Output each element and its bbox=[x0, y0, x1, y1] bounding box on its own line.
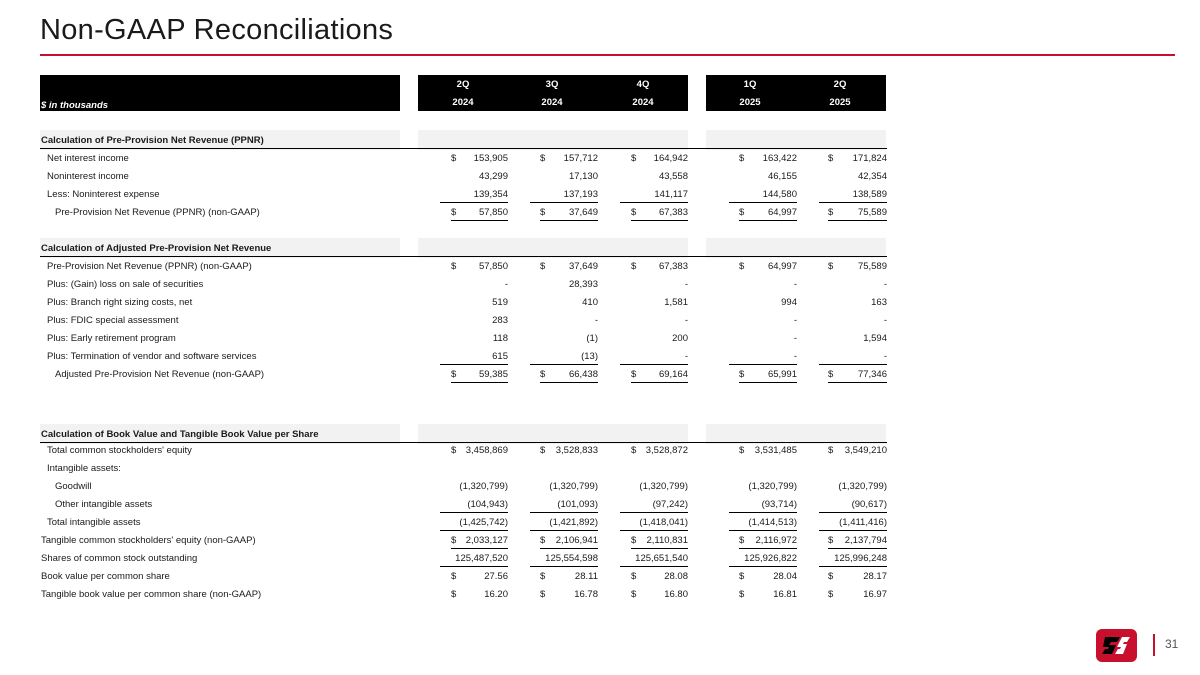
value-cell bbox=[729, 499, 797, 513]
table-row bbox=[40, 569, 890, 587]
value-number: 3,528,833 bbox=[555, 445, 598, 456]
value-number: 519 bbox=[492, 297, 508, 308]
row-label: Less: Noninterest expense bbox=[47, 189, 160, 200]
value-cell bbox=[729, 333, 797, 346]
value-cell bbox=[828, 207, 887, 221]
value-number: 37,649 bbox=[568, 207, 598, 218]
value-cell bbox=[819, 499, 887, 513]
value-cell bbox=[631, 445, 688, 458]
currency-symbol: $ bbox=[540, 589, 546, 600]
value-number: (1) bbox=[586, 333, 598, 344]
currency-symbol: $ bbox=[739, 261, 745, 272]
row-label: Tangible common stockholders' equity (non-GAAP) bbox=[41, 535, 256, 546]
value-cell bbox=[819, 481, 887, 494]
value-cell bbox=[620, 297, 688, 310]
table-row bbox=[40, 151, 890, 169]
value-number: (1,320,799) bbox=[639, 481, 688, 492]
value-cell bbox=[819, 351, 887, 365]
currency-symbol: $ bbox=[540, 207, 546, 218]
value-cell bbox=[819, 171, 887, 184]
col-year: 2025 bbox=[739, 97, 761, 108]
currency-symbol: $ bbox=[451, 589, 457, 600]
value-cell bbox=[440, 351, 508, 365]
value-number: 125,554,598 bbox=[545, 553, 598, 564]
value-cell bbox=[530, 315, 598, 328]
currency-symbol: $ bbox=[540, 261, 546, 272]
value-number: 144,580 bbox=[762, 189, 797, 200]
value-cell bbox=[729, 517, 797, 531]
value-cell bbox=[530, 481, 598, 494]
value-number: 37,649 bbox=[568, 261, 598, 272]
currency-symbol: $ bbox=[739, 571, 745, 582]
value-cell bbox=[631, 535, 688, 549]
value-cell bbox=[828, 535, 887, 549]
table-row bbox=[40, 205, 890, 223]
currency-symbol: $ bbox=[828, 153, 834, 164]
value-number: 67,383 bbox=[658, 261, 688, 272]
value-cell bbox=[739, 153, 797, 166]
value-number: - bbox=[594, 315, 598, 326]
currency-symbol: $ bbox=[631, 589, 637, 600]
value-number: 2,106,941 bbox=[555, 535, 598, 546]
value-number: 2,110,831 bbox=[646, 535, 688, 546]
value-number: 59,385 bbox=[478, 369, 508, 380]
table-row bbox=[40, 515, 890, 533]
value-number: 2,137,794 bbox=[844, 535, 887, 546]
currency-symbol: $ bbox=[828, 261, 834, 272]
currency-symbol: $ bbox=[739, 535, 745, 546]
value-cell bbox=[440, 297, 508, 310]
value-number: 137,193 bbox=[563, 189, 598, 200]
value-number: (1,320,799) bbox=[549, 481, 598, 492]
value-number: 200 bbox=[672, 333, 688, 344]
value-number: (101,093) bbox=[557, 499, 598, 510]
value-cell bbox=[729, 351, 797, 365]
currency-symbol: $ bbox=[540, 153, 546, 164]
currency-symbol: $ bbox=[739, 153, 745, 164]
value-cell bbox=[620, 517, 688, 531]
currency-symbol: $ bbox=[540, 369, 546, 380]
value-cell bbox=[440, 171, 508, 184]
table-row bbox=[40, 551, 890, 569]
value-cell bbox=[451, 153, 508, 166]
table-row bbox=[40, 331, 890, 349]
currency-symbol: $ bbox=[631, 261, 637, 272]
value-number: 163,422 bbox=[762, 153, 797, 164]
section-rule bbox=[40, 256, 887, 257]
currency-symbol: $ bbox=[540, 571, 546, 582]
value-number: 43,299 bbox=[478, 171, 508, 182]
value-number: 75,589 bbox=[857, 207, 887, 218]
row-label: Pre-Provision Net Revenue (PPNR) (non-GAAP) bbox=[55, 207, 260, 218]
value-number: 64,997 bbox=[767, 207, 797, 218]
table-row bbox=[40, 367, 890, 385]
value-cell bbox=[631, 571, 688, 584]
value-number: (93,714) bbox=[761, 499, 797, 510]
value-number: 615 bbox=[492, 351, 508, 362]
value-number: (1,421,892) bbox=[549, 517, 598, 528]
value-cell bbox=[620, 553, 688, 567]
value-cell bbox=[440, 333, 508, 346]
value-cell bbox=[530, 279, 598, 292]
currency-symbol: $ bbox=[451, 153, 457, 164]
value-number: 3,531,485 bbox=[754, 445, 797, 456]
value-number: 16.80 bbox=[664, 589, 688, 600]
value-cell bbox=[440, 315, 508, 328]
value-cell bbox=[828, 261, 887, 274]
table-row bbox=[40, 313, 890, 331]
currency-symbol: $ bbox=[828, 589, 834, 600]
row-label: Pre-Provision Net Revenue (PPNR) (non-GAAP) bbox=[47, 261, 252, 272]
value-number: (1,320,799) bbox=[459, 481, 508, 492]
value-cell bbox=[729, 297, 797, 310]
value-number: 153,905 bbox=[473, 153, 508, 164]
currency-symbol: $ bbox=[631, 445, 637, 456]
value-number: 1,594 bbox=[863, 333, 887, 344]
currency-symbol: $ bbox=[451, 207, 457, 218]
value-cell bbox=[540, 369, 598, 383]
value-cell bbox=[530, 171, 598, 184]
currency-symbol: $ bbox=[631, 535, 637, 546]
value-number: 138,589 bbox=[852, 189, 887, 200]
value-cell bbox=[451, 207, 508, 221]
value-number: - bbox=[684, 315, 688, 326]
currency-symbol: $ bbox=[739, 207, 745, 218]
row-label: Adjusted Pre-Provision Net Revenue (non-GAAP) bbox=[55, 369, 265, 380]
value-number: 42,354 bbox=[857, 171, 887, 182]
value-number: 3,549,210 bbox=[844, 445, 887, 456]
value-cell bbox=[440, 279, 508, 292]
currency-symbol: $ bbox=[828, 207, 834, 218]
value-number: (1,320,799) bbox=[838, 481, 887, 492]
value-cell bbox=[739, 445, 797, 458]
title-rule bbox=[40, 54, 1175, 56]
currency-symbol: $ bbox=[540, 445, 546, 456]
value-number: 75,589 bbox=[857, 261, 887, 272]
value-number: 3,528,872 bbox=[645, 445, 688, 456]
table-row bbox=[40, 277, 890, 295]
value-number: 28.17 bbox=[863, 571, 887, 582]
value-cell bbox=[620, 481, 688, 494]
table-row bbox=[40, 461, 890, 479]
currency-symbol: $ bbox=[631, 153, 637, 164]
value-number: 16.81 bbox=[773, 589, 797, 600]
value-number: (1,411,416) bbox=[839, 517, 887, 528]
value-cell bbox=[530, 297, 598, 310]
row-label: Book value per common share bbox=[41, 571, 170, 582]
value-number: 28.08 bbox=[664, 571, 688, 582]
value-number: 3,458,869 bbox=[465, 445, 508, 456]
value-cell bbox=[729, 279, 797, 292]
table-row bbox=[40, 443, 890, 461]
value-number: 171,824 bbox=[852, 153, 887, 164]
value-number: - bbox=[504, 279, 508, 290]
value-cell bbox=[828, 153, 887, 166]
value-number: 283 bbox=[492, 315, 508, 326]
table-row bbox=[40, 479, 890, 497]
value-cell bbox=[540, 153, 598, 166]
value-number: 410 bbox=[582, 297, 598, 308]
value-number: - bbox=[883, 351, 887, 362]
section-title-label: Calculation of Book Value and Tangible Book Value per Share bbox=[41, 429, 319, 440]
value-number: 2,116,972 bbox=[755, 535, 797, 546]
row-label: Total common stockholders' equity bbox=[47, 445, 192, 456]
table-row bbox=[40, 169, 890, 187]
value-cell bbox=[530, 517, 598, 531]
value-number: (1,414,513) bbox=[748, 517, 797, 528]
currency-symbol: $ bbox=[828, 445, 834, 456]
value-cell bbox=[451, 535, 508, 549]
value-number: 28.04 bbox=[773, 571, 797, 582]
footer-divider bbox=[1153, 634, 1155, 656]
value-number: 67,383 bbox=[658, 207, 688, 218]
value-cell bbox=[620, 315, 688, 328]
value-number: (1,320,799) bbox=[748, 481, 797, 492]
currency-symbol: $ bbox=[540, 535, 546, 546]
value-cell bbox=[828, 369, 887, 383]
value-cell bbox=[739, 571, 797, 584]
value-number: (97,242) bbox=[652, 499, 688, 510]
value-number: - bbox=[883, 315, 887, 326]
value-number: - bbox=[793, 333, 797, 344]
section-title-label: Calculation of Adjusted Pre-Provision Net Revenue bbox=[41, 243, 272, 254]
currency-symbol: $ bbox=[739, 589, 745, 600]
col-year: 2024 bbox=[632, 97, 654, 108]
value-cell bbox=[739, 207, 797, 221]
value-cell bbox=[729, 189, 797, 203]
value-number: 994 bbox=[781, 297, 797, 308]
value-cell bbox=[540, 207, 598, 221]
value-number: 28.11 bbox=[574, 571, 598, 582]
currency-symbol: $ bbox=[451, 369, 457, 380]
value-cell bbox=[739, 589, 797, 602]
value-number: 125,996,248 bbox=[834, 553, 887, 564]
col-quarter: 1Q bbox=[743, 79, 757, 90]
value-number: 125,651,540 bbox=[635, 553, 688, 564]
col-year: 2025 bbox=[829, 97, 851, 108]
value-cell bbox=[631, 153, 688, 166]
row-label: Net interest income bbox=[47, 153, 129, 164]
col-year: 2024 bbox=[452, 97, 474, 108]
value-cell bbox=[540, 535, 598, 549]
value-cell bbox=[530, 553, 598, 567]
value-number: 125,487,520 bbox=[455, 553, 508, 564]
value-cell bbox=[819, 189, 887, 203]
value-number: 16.78 bbox=[574, 589, 598, 600]
company-logo-icon bbox=[1096, 629, 1137, 662]
value-number: (104,943) bbox=[467, 499, 508, 510]
currency-symbol: $ bbox=[631, 571, 637, 582]
value-cell bbox=[620, 279, 688, 292]
page-number: 31 bbox=[1165, 637, 1179, 651]
row-label: Shares of common stock outstanding bbox=[41, 553, 198, 564]
value-cell bbox=[451, 369, 508, 383]
currency-symbol: $ bbox=[828, 535, 834, 546]
currency-symbol: $ bbox=[451, 535, 457, 546]
value-number: 157,712 bbox=[563, 153, 598, 164]
value-cell bbox=[540, 571, 598, 584]
value-cell bbox=[451, 445, 508, 458]
value-cell bbox=[739, 535, 797, 549]
value-cell bbox=[828, 571, 887, 584]
value-number: 118 bbox=[492, 333, 508, 344]
currency-symbol: $ bbox=[451, 261, 457, 272]
value-cell bbox=[530, 333, 598, 346]
value-number: 57,850 bbox=[478, 261, 508, 272]
row-label: Plus: Early retirement program bbox=[47, 333, 176, 344]
value-cell bbox=[451, 589, 508, 602]
value-number: 27.56 bbox=[484, 571, 508, 582]
table-row bbox=[40, 259, 890, 277]
value-number: (90,617) bbox=[851, 499, 887, 510]
row-label: Noninterest income bbox=[47, 171, 129, 182]
value-cell bbox=[739, 369, 797, 383]
value-cell bbox=[819, 279, 887, 292]
row-label: Intangible assets: bbox=[47, 463, 121, 474]
value-cell bbox=[729, 553, 797, 567]
value-number: 2,033,127 bbox=[465, 535, 508, 546]
value-cell bbox=[451, 261, 508, 274]
value-cell bbox=[540, 589, 598, 602]
row-label: Tangible book value per common share (non-GAAP) bbox=[41, 589, 262, 600]
value-cell bbox=[440, 553, 508, 567]
value-number: 65,991 bbox=[767, 369, 797, 380]
value-number: 125,926,822 bbox=[744, 553, 797, 564]
value-number: 57,850 bbox=[478, 207, 508, 218]
row-label: Plus: Termination of vendor and software services bbox=[47, 351, 257, 362]
value-cell bbox=[440, 189, 508, 203]
currency-symbol: $ bbox=[739, 369, 745, 380]
col-quarter: 4Q bbox=[636, 79, 650, 90]
row-label: Plus: FDIC special assessment bbox=[47, 315, 179, 326]
value-number: 163 bbox=[871, 297, 887, 308]
page-title: Non-GAAP Reconciliations bbox=[40, 14, 394, 46]
value-number: (13) bbox=[581, 351, 598, 362]
value-cell bbox=[631, 589, 688, 602]
value-cell bbox=[440, 481, 508, 494]
value-cell bbox=[530, 189, 598, 203]
value-cell bbox=[540, 261, 598, 274]
value-cell bbox=[729, 481, 797, 494]
value-number: 64,997 bbox=[767, 261, 797, 272]
value-cell bbox=[739, 261, 797, 274]
row-label: Total intangible assets bbox=[47, 517, 141, 528]
value-cell bbox=[828, 589, 887, 602]
table-row bbox=[40, 587, 890, 605]
currency-symbol: $ bbox=[451, 571, 457, 582]
col-quarter: 2Q bbox=[456, 79, 470, 90]
value-number: - bbox=[793, 315, 797, 326]
table-row bbox=[40, 187, 890, 205]
value-cell bbox=[620, 189, 688, 203]
value-cell bbox=[729, 171, 797, 184]
currency-symbol: $ bbox=[739, 445, 745, 456]
value-number: 66,438 bbox=[568, 369, 598, 380]
value-number: 139,354 bbox=[473, 189, 508, 200]
value-cell bbox=[530, 351, 598, 365]
value-cell bbox=[631, 207, 688, 221]
value-cell bbox=[440, 499, 508, 513]
value-number: - bbox=[883, 279, 887, 290]
currency-symbol: $ bbox=[828, 369, 834, 380]
value-cell bbox=[828, 445, 887, 458]
value-number: 28,393 bbox=[568, 279, 598, 290]
value-number: - bbox=[793, 279, 797, 290]
value-number: 43,558 bbox=[658, 171, 688, 182]
col-year: 2024 bbox=[541, 97, 563, 108]
value-cell bbox=[819, 553, 887, 567]
value-number: (1,425,742) bbox=[459, 517, 508, 528]
currency-symbol: $ bbox=[631, 369, 637, 380]
value-number: 164,942 bbox=[653, 153, 688, 164]
value-cell bbox=[631, 369, 688, 383]
table-row bbox=[40, 533, 890, 551]
row-label: Goodwill bbox=[55, 481, 92, 492]
value-cell bbox=[620, 171, 688, 184]
value-number: 1,581 bbox=[664, 297, 688, 308]
value-cell bbox=[729, 315, 797, 328]
row-label: Plus: (Gain) loss on sale of securities bbox=[47, 279, 204, 290]
col-quarter: 3Q bbox=[545, 79, 559, 90]
value-cell bbox=[620, 499, 688, 513]
value-number: 77,346 bbox=[857, 369, 887, 380]
value-number: - bbox=[684, 279, 688, 290]
col-quarter: 2Q bbox=[833, 79, 847, 90]
value-number: 46,155 bbox=[767, 171, 797, 182]
table-row bbox=[40, 497, 890, 515]
value-number: 16.20 bbox=[484, 589, 508, 600]
currency-symbol: $ bbox=[828, 571, 834, 582]
value-number: 16.97 bbox=[863, 589, 887, 600]
value-cell bbox=[620, 333, 688, 346]
value-cell bbox=[620, 351, 688, 365]
table-row bbox=[40, 349, 890, 367]
value-number: - bbox=[793, 351, 797, 362]
value-number: (1,418,041) bbox=[639, 517, 688, 528]
row-label: Plus: Branch right sizing costs, net bbox=[47, 297, 193, 308]
value-number: 17,130 bbox=[568, 171, 598, 182]
value-cell bbox=[530, 499, 598, 513]
section-rule bbox=[40, 148, 887, 149]
value-number: 141,117 bbox=[654, 189, 688, 200]
value-cell bbox=[819, 517, 887, 531]
table-row bbox=[40, 295, 890, 313]
currency-symbol: $ bbox=[631, 207, 637, 218]
units-label: $ in thousands bbox=[41, 100, 109, 111]
value-cell bbox=[440, 517, 508, 531]
value-cell bbox=[451, 571, 508, 584]
value-cell bbox=[631, 261, 688, 274]
value-number: - bbox=[684, 351, 688, 362]
value-cell bbox=[819, 333, 887, 346]
currency-symbol: $ bbox=[451, 445, 457, 456]
section-title-label: Calculation of Pre-Provision Net Revenue (PPNR) bbox=[41, 135, 264, 146]
row-label: Other intangible assets bbox=[55, 499, 153, 510]
value-cell bbox=[819, 315, 887, 328]
value-cell bbox=[540, 445, 598, 458]
value-number: 69,164 bbox=[658, 369, 688, 380]
value-cell bbox=[819, 297, 887, 310]
